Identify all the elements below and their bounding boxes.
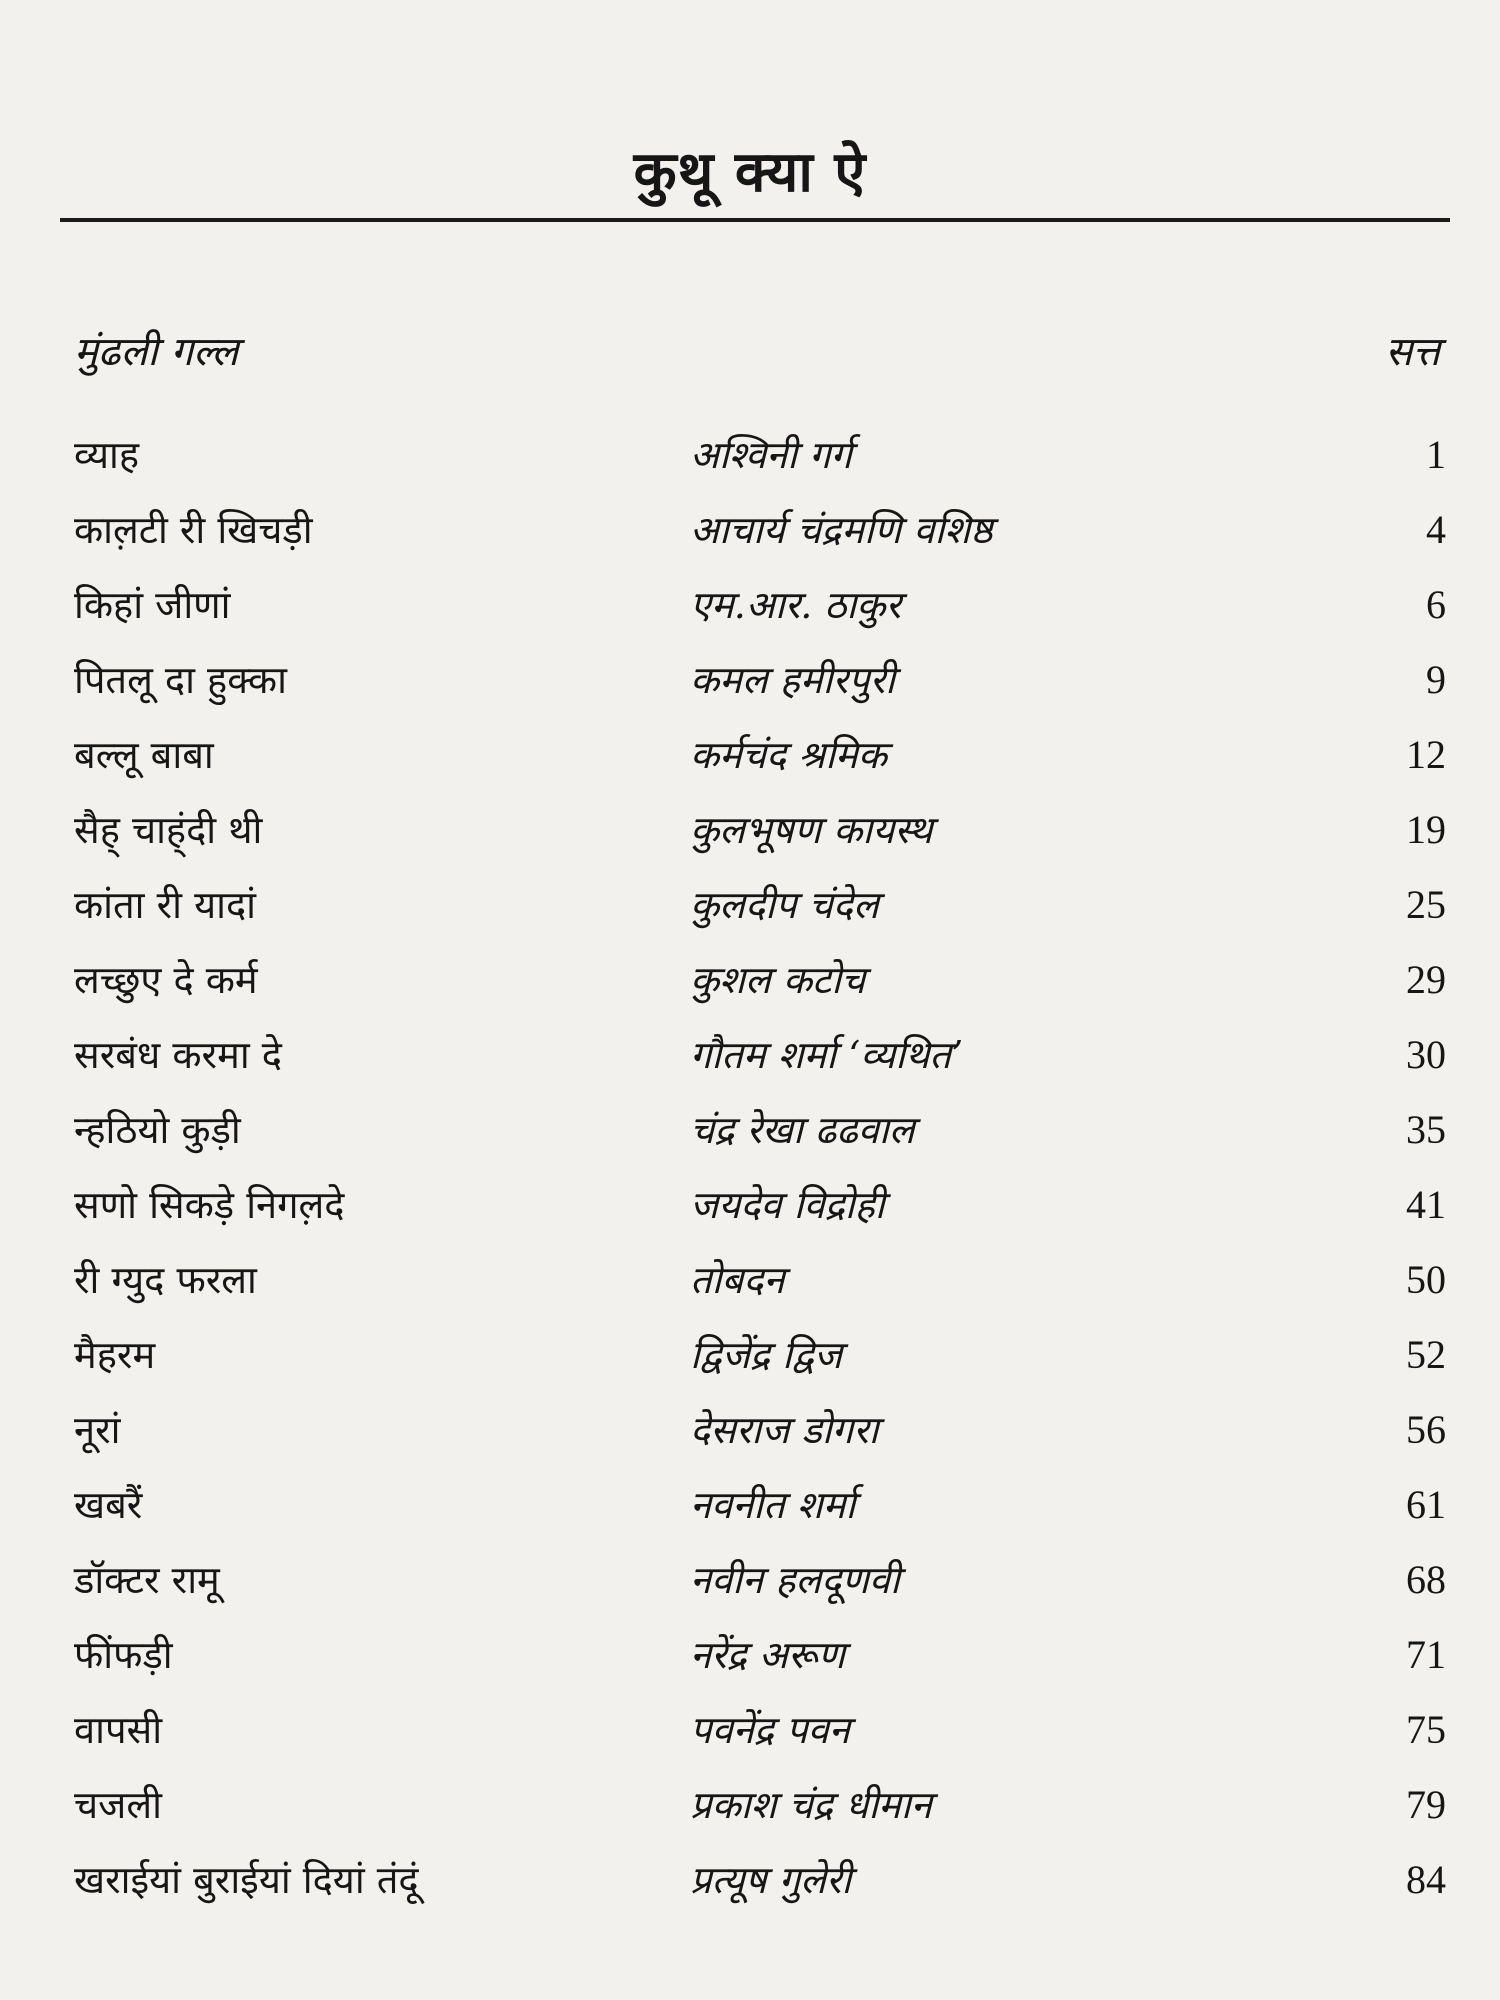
- toc-row: [0, 1030, 1500, 1105]
- toc-header-page: सत्त: [1385, 329, 1440, 375]
- page-number: 84: [1406, 1857, 1446, 1902]
- story-author: एम.आर. ठाकुर: [690, 583, 901, 627]
- story-author: कमल हमीरपुरी: [690, 658, 896, 702]
- toc-row: [0, 1855, 1500, 1930]
- story-author: देसराज डोगरा: [690, 1408, 879, 1452]
- story-author: नवनीत शर्मा: [690, 1483, 856, 1527]
- toc-row: [0, 505, 1500, 580]
- story-author: प्रत्यूष गुलेरी: [690, 1858, 852, 1902]
- story-author: गौतम शर्मा ‘व्यथित’: [690, 1033, 964, 1077]
- story-title: फींफड़ी: [74, 1633, 173, 1677]
- page-number: 9: [1426, 657, 1446, 702]
- story-title: मैहरम: [74, 1333, 156, 1377]
- page-number: 1: [1426, 432, 1446, 477]
- page-number: 35: [1406, 1107, 1446, 1152]
- toc-row: [0, 1255, 1500, 1330]
- story-title: न्हठियो कुड़ी: [74, 1108, 241, 1152]
- story-author: कुलदीप चंदेल: [690, 883, 879, 927]
- story-author: द्विजेंद्र द्विज: [690, 1333, 843, 1377]
- story-author: कर्मचंद श्रमिक: [690, 733, 887, 777]
- toc-row: [0, 1555, 1500, 1630]
- story-title: सरबंध करमा दे: [74, 1033, 282, 1077]
- page-number: 25: [1406, 882, 1446, 927]
- story-author: प्रकाश चंद्र धीमान: [690, 1783, 932, 1827]
- story-title: खबरैं: [74, 1483, 143, 1527]
- story-author: कुशल कटोच: [690, 958, 866, 1002]
- toc-row: [0, 1480, 1500, 1555]
- toc-row: [0, 880, 1500, 955]
- toc-row: [0, 1330, 1500, 1405]
- page-number: 41: [1406, 1182, 1446, 1227]
- toc-row: [0, 655, 1500, 730]
- toc-row: [0, 1705, 1500, 1780]
- story-author: चंद्र रेखा ढढवाल: [690, 1108, 915, 1152]
- toc-row: [0, 1105, 1500, 1180]
- story-title: कांता री यादां: [74, 883, 256, 927]
- story-title: बल्लू बाबा: [74, 733, 214, 777]
- story-author: नवीन हलदूणवी: [690, 1558, 900, 1602]
- story-title: सैह् चाह्ंदी थी: [74, 808, 263, 852]
- page-number: 19: [1406, 807, 1446, 852]
- page-number: 71: [1406, 1632, 1446, 1677]
- page-number: 75: [1406, 1707, 1446, 1752]
- story-author: तोबदन: [690, 1258, 785, 1302]
- toc-row: [0, 1780, 1500, 1855]
- story-title: नूरां: [74, 1408, 121, 1452]
- story-title: वापसी: [74, 1708, 163, 1752]
- page-number: 79: [1406, 1782, 1446, 1827]
- story-title: सणो सिकड़े निगल़दे: [74, 1183, 345, 1227]
- toc-row: [0, 1405, 1500, 1480]
- story-title: पितलू दा हुक्का: [74, 658, 287, 702]
- story-title: लच्छुए दे कर्म: [74, 958, 258, 1002]
- page-number: 6: [1426, 582, 1446, 627]
- toc-row: [0, 580, 1500, 655]
- toc-row: [0, 1630, 1500, 1705]
- story-author: जयदेव विद्रोही: [690, 1183, 885, 1227]
- page-title: कुथू क्या ऐ: [633, 140, 867, 205]
- story-title: खराईयां बुराईयां दियां तंदूं: [74, 1858, 419, 1902]
- page-number: 61: [1406, 1482, 1446, 1527]
- toc-list: [0, 430, 1500, 1930]
- toc-header-introduction: मुंढली गल्ल: [74, 329, 239, 375]
- story-author: अश्विनी गर्ग: [690, 433, 852, 477]
- page-number: 68: [1406, 1557, 1446, 1602]
- page-number: 50: [1406, 1257, 1446, 1302]
- page-number: 4: [1426, 507, 1446, 552]
- page-number: 56: [1406, 1407, 1446, 1452]
- story-title: किहां जीणां: [74, 583, 231, 627]
- page-number: 30: [1406, 1032, 1446, 1077]
- story-title: काल़टी री खिचड़ी: [74, 508, 313, 552]
- story-author: आचार्य चंद्रमणि वशिष्ठ: [690, 508, 993, 552]
- story-title: व्याह: [74, 433, 140, 477]
- toc-row: [0, 955, 1500, 1030]
- story-title: डॉक्टर रामू: [74, 1558, 220, 1602]
- story-title: री ग्युद फरला: [74, 1258, 257, 1302]
- toc-row: [0, 430, 1500, 505]
- story-author: कुलभूषण कायस्थ: [690, 808, 933, 852]
- toc-row: [0, 730, 1500, 805]
- page-number: 29: [1406, 957, 1446, 1002]
- story-author: पवनेंद्र पवन: [690, 1708, 850, 1752]
- toc-row: [0, 805, 1500, 880]
- page-number: 52: [1406, 1332, 1446, 1377]
- story-author: नरेंद्र अरूण: [690, 1633, 845, 1677]
- toc-row: [0, 1180, 1500, 1255]
- story-title: चजली: [74, 1783, 162, 1827]
- title-rule: [60, 218, 1450, 222]
- page-number: 12: [1406, 732, 1446, 777]
